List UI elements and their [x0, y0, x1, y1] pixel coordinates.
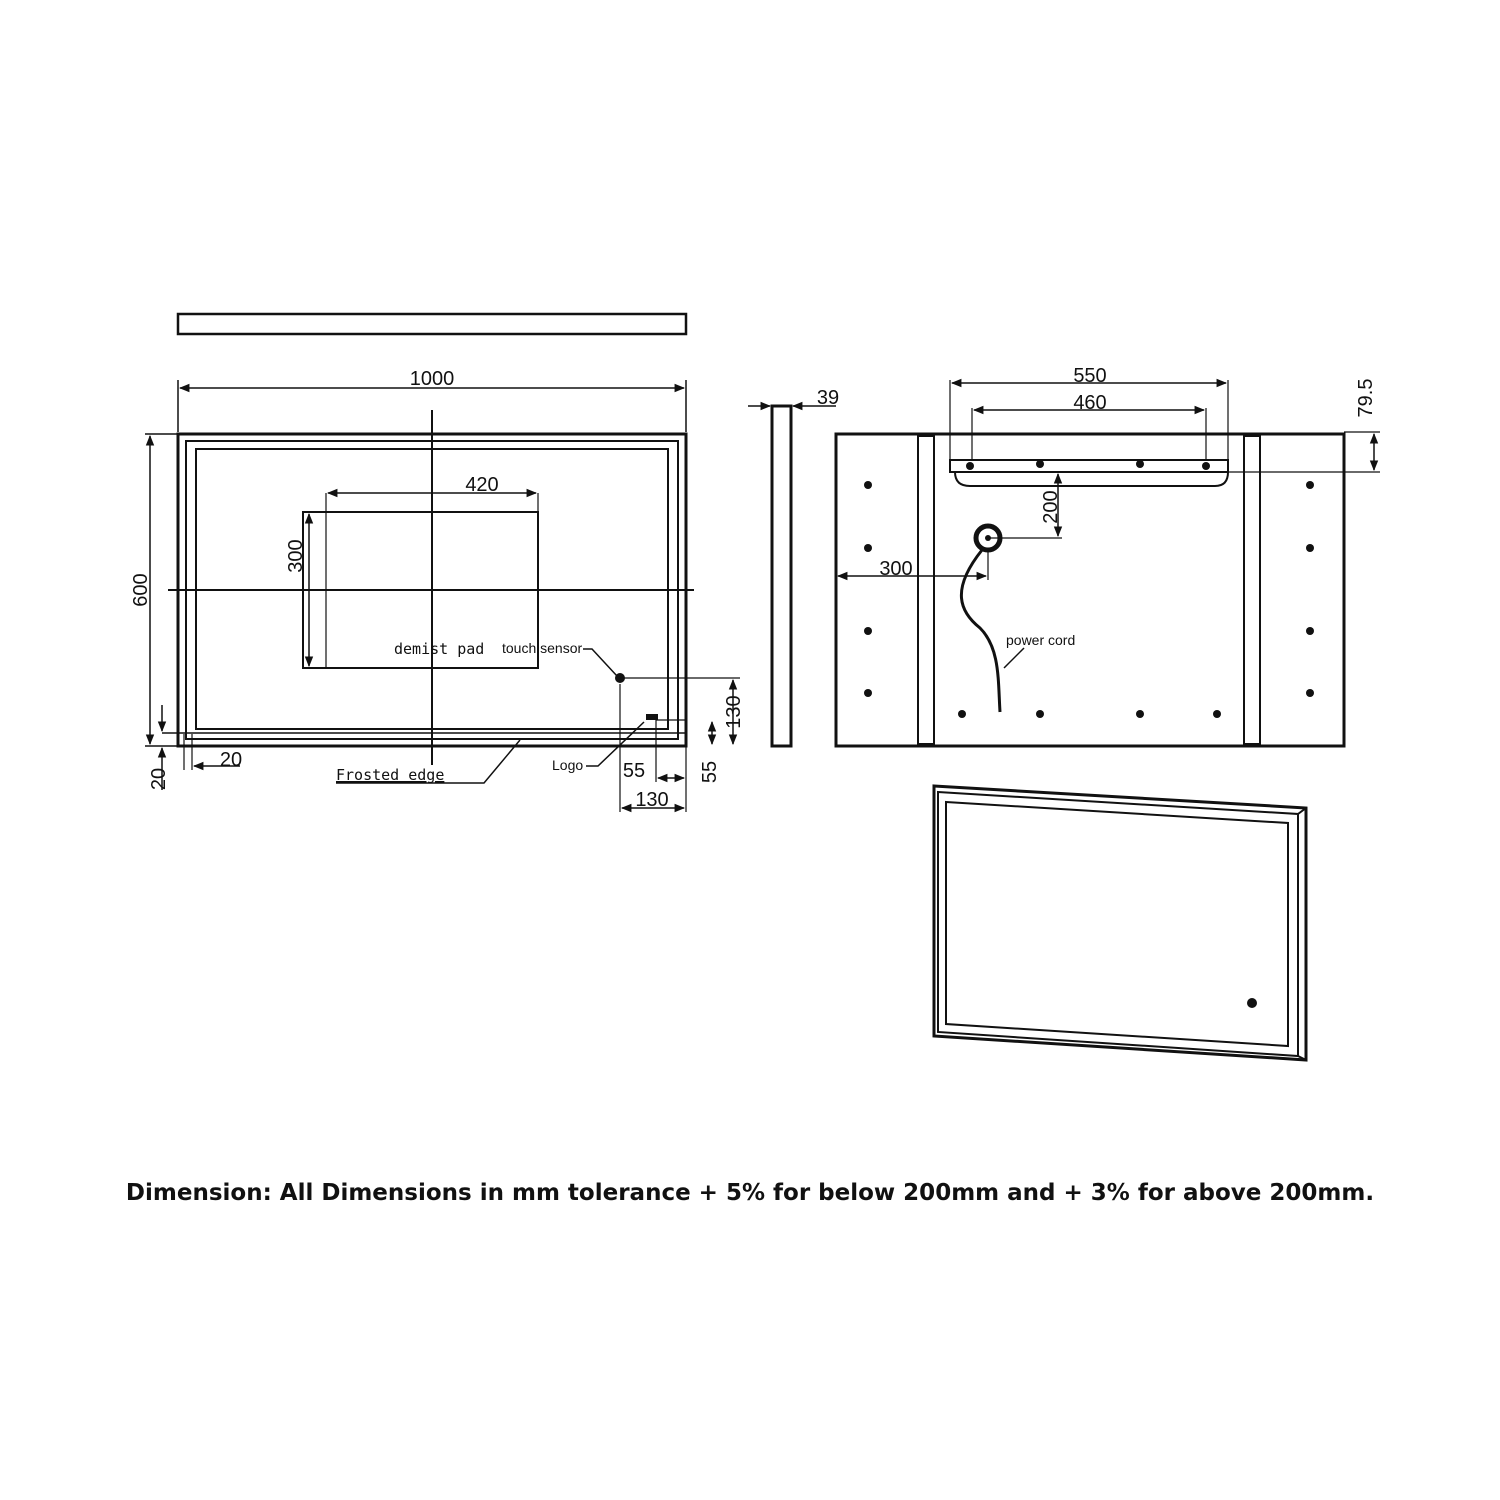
- side-view: [748, 387, 839, 746]
- power-cord-label: power cord: [1006, 632, 1076, 648]
- width-dimension: 1000: [409, 368, 455, 390]
- touch-sensor-label: touch sensor: [502, 640, 583, 656]
- edge-vertical-dimension: 20: [148, 767, 170, 791]
- bracket-inner-dimension: 460: [1073, 392, 1107, 414]
- perspective-view: [934, 786, 1306, 1060]
- height-dimension: 600: [130, 573, 152, 607]
- demist-pad-label: demist pad: [394, 640, 485, 658]
- logo-label: Logo: [552, 757, 584, 773]
- back-view: [836, 365, 1380, 746]
- logo-vertical-dimension: 55: [699, 760, 721, 784]
- depth-dimension: 39: [816, 387, 840, 409]
- power-cord: [961, 550, 1000, 712]
- cord-horizontal-dimension: 300: [879, 558, 913, 580]
- cord-vertical-dimension: 200: [1040, 490, 1062, 524]
- frosted-edge-label: Frosted edge: [336, 766, 445, 784]
- perspective-touch-sensor: [1247, 998, 1257, 1008]
- sensor-horizontal-dimension: 130: [635, 789, 669, 811]
- pad-width-dimension: 420: [465, 474, 499, 496]
- wall-bracket: [950, 460, 1228, 472]
- logo-horizontal-dimension: 55: [622, 760, 646, 782]
- dimension-note: Dimension: All Dimensions in mm tolerance + 5% for below 200mm and + 3% for above 200mm.: [125, 1180, 1375, 1206]
- bracket-outer-dimension: 550: [1073, 365, 1107, 387]
- sensor-vertical-dimension: 130: [723, 695, 745, 729]
- pad-height-dimension: 300: [285, 539, 307, 573]
- mounting-dots: [864, 481, 1314, 718]
- top-view: [178, 314, 686, 334]
- logo-mark: [646, 714, 658, 720]
- edge-horizontal-dimension: 20: [219, 749, 243, 771]
- front-view: [130, 368, 745, 812]
- bracket-top-dimension: 79.5: [1355, 378, 1377, 418]
